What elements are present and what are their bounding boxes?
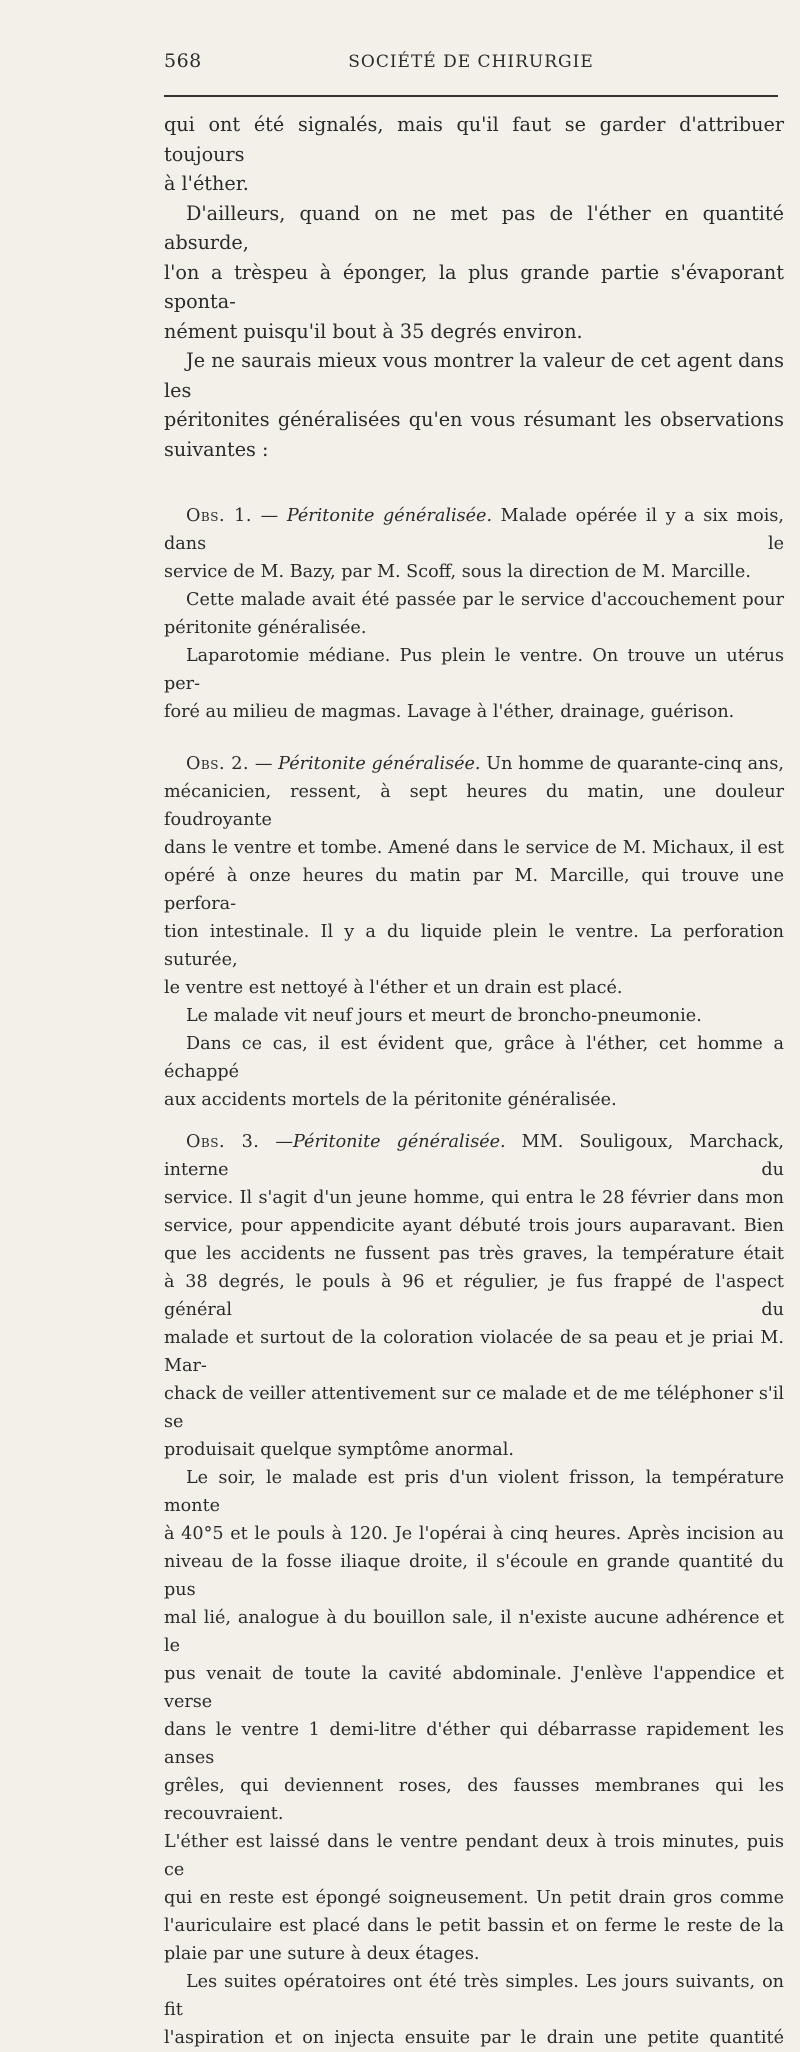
observation-title: Péritonite généralisée. — [278, 754, 481, 774]
observation-label: Obs. 1. — [186, 506, 252, 526]
text-line: niveau de la fosse iliaque droite, il s'écoule en grande quantité du pus — [164, 1552, 784, 1600]
text-line: foré au milieu de magmas. Lavage à l'éther, drainage, guérison. — [164, 702, 735, 722]
text-line: L'éther est laissé dans le ventre pendant deux à trois minutes, puis ce — [164, 1832, 784, 1880]
text-line: Laparotomie médiane. Pus plein le ventre. On trouve un utérus per- — [164, 646, 784, 694]
text-line: D'ailleurs, quand on ne met pas de l'éther en quantité absurde, — [164, 201, 784, 254]
text-line: l'aspiration et on injecta ensuite par le drain une petite quantité — [164, 2028, 784, 2048]
observation-label: Obs. 2. — [186, 754, 250, 774]
running-title: SOCIÉTÉ DE CHIRURGIE — [348, 52, 594, 72]
text-line: Je ne saurais mieux vous montrer la valeur de cet agent dans les — [164, 349, 784, 402]
text-line: opéré à onze heures du matin par M. Marcille, qui trouve une perfora- — [164, 866, 784, 914]
text-line: Le malade vit neuf jours et meurt de broncho-pneumonie. — [186, 1006, 702, 1026]
dash: — — [251, 506, 287, 526]
text-line: produisait quelque symptôme anormal. — [164, 1440, 515, 1460]
text-line — [164, 750, 784, 778]
text-line — [164, 502, 784, 558]
text-line: que les accidents ne fussent pas très graves, la température était — [164, 1244, 784, 1264]
text-line: l'auriculaire est placé dans le petit bassin et on ferme le reste de la — [164, 1916, 784, 1936]
text-line: service. Il s'agit d'un jeune homme, qui entra le 28 février dans mon — [164, 1188, 784, 1208]
text-line: aux accidents mortels de la péritonite généralisée. — [164, 1090, 617, 1110]
text-line: Dans ce cas, il est évident que, grâce à l'éther, cet homme a échappé — [164, 1034, 784, 1082]
text-line: dans le ventre et tombe. Amené dans le service de M. Michaux, il est — [164, 838, 784, 858]
text-line: grêles, qui deviennent roses, des fausses membranes qui les recouvraient. — [164, 1776, 784, 1824]
text-line: suivantes : — [164, 437, 269, 461]
text-line: le ventre est nettoyé à l'éther et un drain est placé. — [164, 978, 623, 998]
page-body — [164, 110, 784, 2052]
observation-3 — [164, 1128, 784, 2052]
text-line: malade et surtout de la coloration violacée de sa peau et je priai M. Mar- — [164, 1328, 784, 1376]
text-line: tion intestinale. Il y a du liquide plein le ventre. La perforation suturée, — [164, 922, 784, 970]
observation-title: Péritonite généralisée. — [286, 506, 493, 526]
dash: — — [249, 754, 279, 774]
page-number: 568 — [164, 50, 202, 72]
header-rule — [164, 95, 778, 97]
text-line: l'on a trèspeu à éponger, la plus grande partie s'évaporant sponta- — [164, 260, 784, 313]
text-line: service de M. Bazy, par M. Scoff, sous la direction de M. Marcille. — [164, 562, 751, 582]
observation-2 — [164, 750, 784, 1114]
text-line — [164, 1128, 784, 1184]
text-line: à 40°5 et le pouls à 120. Je l'opérai à cinq heures. Après incision au — [164, 1524, 784, 1544]
text-line: service, pour appendicite ayant débuté trois jours auparavant. Bien — [164, 1216, 784, 1236]
text-line: Le soir, le malade est pris d'un violent frisson, la température monte — [164, 1468, 784, 1516]
text-line: péritonites généralisées qu'en vous résumant les observations — [164, 408, 784, 431]
text-line: nément puisqu'il bout à 35 degrés environ. — [164, 319, 583, 343]
dash: — — [259, 1132, 293, 1152]
text-line: qui en reste est épongé soigneusement. Un petit drain gros comme — [164, 1888, 784, 1908]
observation-1 — [164, 502, 784, 726]
text-line: Cette malade avait été passée par le service d'accouchement pour — [186, 590, 784, 610]
observation-label: Obs. 3. — [186, 1132, 260, 1152]
text-line: pus venait de toute la cavité abdominale. J'enlève l'appendice et verse — [164, 1664, 784, 1712]
text-line: plaie par une suture à deux étages. — [164, 1944, 480, 1964]
text-fragment: Malade opérée il y a six mois, dans le — [164, 506, 784, 554]
text-line: qui ont été signalés, mais qu'il faut se garder d'attribuer toujours — [164, 113, 784, 166]
text-line: à 38 degrés, le pouls à 96 et régulier, je fus frappé de l'aspect général du — [164, 1272, 784, 1320]
text-fragment: Un homme de quarante-cinq ans, — [480, 754, 785, 774]
text-line: chack de veiller attentivement sur ce malade et de me téléphoner s'il se — [164, 1384, 784, 1432]
text-line: mal lié, analogue à du bouillon sale, il n'existe aucune adhérence et le — [164, 1608, 784, 1656]
text-line: Les suites opératoires ont été très simples. Les jours suivants, on fit — [164, 1972, 784, 2020]
text-line: à l'éther. — [164, 172, 249, 195]
observation-title: Péritonite généralisée. — [293, 1132, 506, 1152]
text-line: dans le ventre 1 demi-litre d'éther qui débarrasse rapidement les anses — [164, 1720, 784, 1768]
intro-section — [164, 110, 784, 464]
text-line: péritonite généralisée. — [164, 618, 367, 638]
text-line: mécanicien, ressent, à sept heures du matin, une douleur foudroyante — [164, 782, 784, 830]
page-header — [164, 50, 778, 80]
text-fragment: MM. Souligoux, Marchack, interne du — [164, 1132, 784, 1180]
